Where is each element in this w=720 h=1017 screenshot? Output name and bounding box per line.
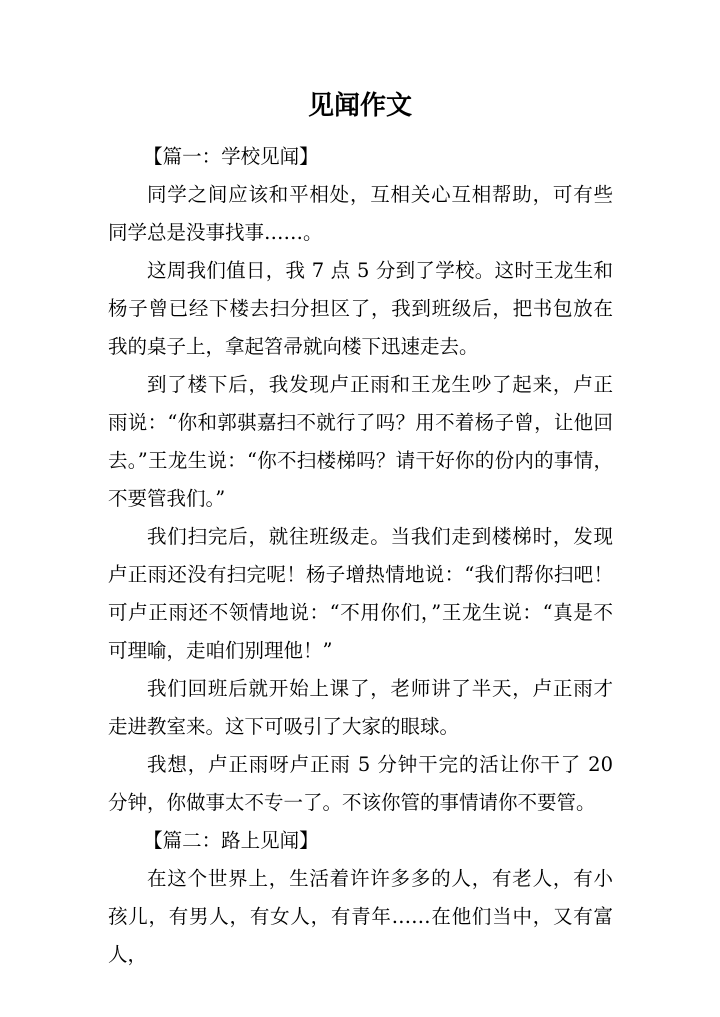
- paragraph: 在这个世界上，生活着许许多多的人，有老人，有小孩儿，有男人，有女人，有青年……在他们当中，又有富人，: [108, 867, 613, 966]
- document-body: [108, 138, 613, 974]
- document-title: 见闻作文: [307, 91, 412, 121]
- section-heading-1: 【篇一：学校见闻】: [143, 145, 319, 168]
- paragraph: 同学之间应该和平相处，互相关心互相帮助，可有些同学总是没事找事……。: [108, 183, 613, 244]
- paragraph: 到了楼下后，我发现卢正雨和王龙生吵了起来，卢正雨说：“你和郭骐嘉扫不就行了吗？用不着杨子曾，让他回去。”王龙生说：“你不扫楼梯吗？请干好你的份内的事情，不要管我们。”: [108, 373, 613, 510]
- paragraph: 我们扫完后，就往班级走。当我们走到楼梯时，发现卢正雨还没有扫完呢！杨子增热情地说：“我们帮你扫吧！可卢正雨还不领情地说：“不用你们，”王龙生说：“真是不可理喻，走咱们别理他！”: [108, 525, 613, 662]
- paragraph: 我们回班后就开始上课了，老师讲了半天，卢正雨才走进教室来。这下可吸引了大家的眼球。: [108, 677, 613, 738]
- paragraph: 我想，卢正雨呀卢正雨 5 分钟干完的活让你干了 20 分钟，你做事太不专一了。不该你管的事情请你不要管。: [108, 753, 613, 814]
- paragraph: 这周我们值日，我 7 点 5 分到了学校。这时王龙生和杨子曾已经下楼去扫分担区了，我到班级后，把书包放在我的桌子上，拿起笤帚就向楼下迅速走去。: [108, 259, 613, 358]
- section-heading-2: 【篇二：路上见闻】: [143, 829, 319, 852]
